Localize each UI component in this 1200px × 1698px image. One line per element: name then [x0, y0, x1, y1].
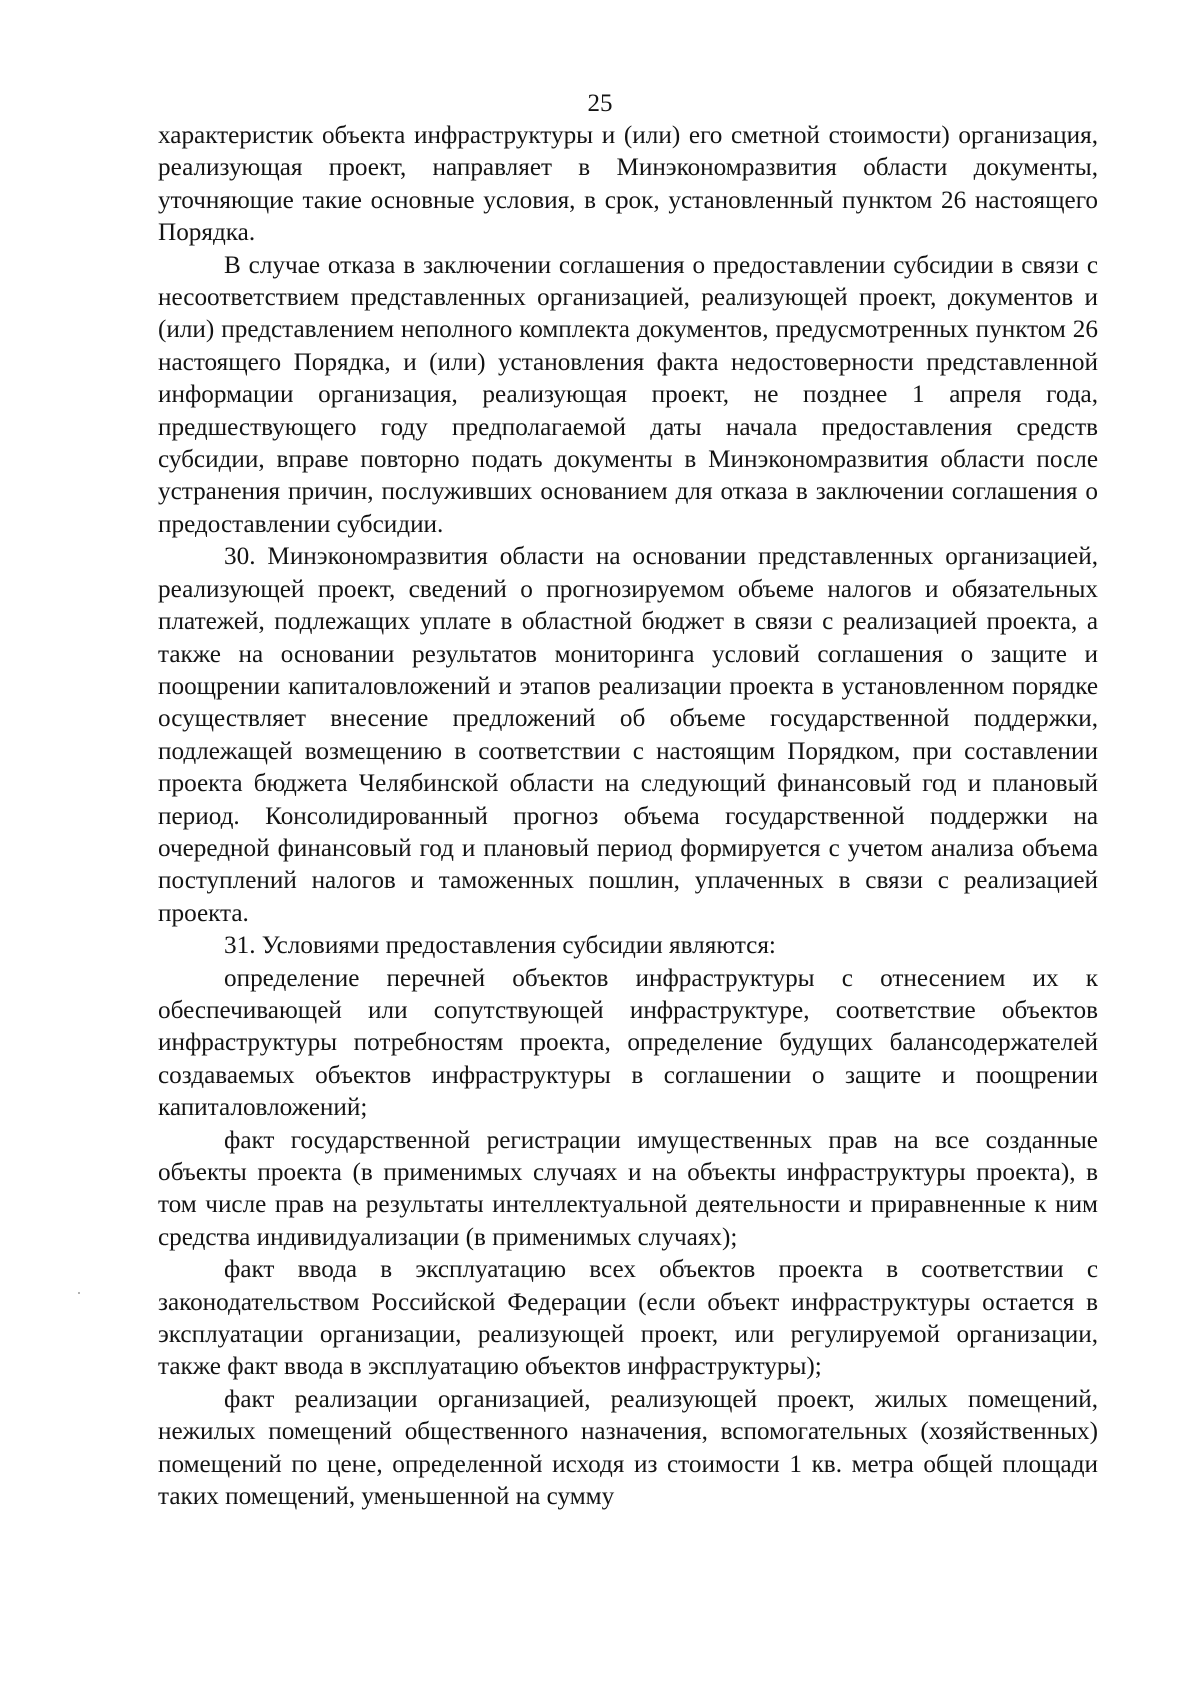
paragraph-item-31: 31. Условиями предоставления субсидии являются:	[224, 932, 776, 960]
paragraph-continuation: характеристик объекта инфраструктуры и (или) его сметной стоимости) организация, реализующая проект, направляет в Минэкономразвития области документы, уточняющие такие основные условия, в срок, установленный пунктом 26 настоящего Порядка.	[158, 122, 1098, 247]
paragraph-condition-sale: факт реализации организацией, реализующей проект, жилых помещений, нежилых помещений общественного назначения, вспомогательных (хозяйственных) помещений по цене, определенной исходя из стоимости 1 кв. метра общей площади таких помещений, уменьшенной на сумму	[158, 1385, 1098, 1511]
document-body	[158, 120, 1098, 1513]
paragraph-condition-registration: факт государственной регистрации имущественных прав на все созданные объекты проекта (в применимых случаях и на объекты инфраструктуры проекта), в том числе прав на результаты интеллектуальной деятельности и приравненные к ним средства индивидуализации (в применимых случаях);	[158, 1126, 1098, 1251]
paragraph-condition-commissioning: факт ввода в эксплуатацию всех объектов проекта в соответствии с законодательством Российской Федерации (если объект инфраструктуры остается в эксплуатации организации, реализующей проект, или регулируемой организации, также факт ввода в эксплуатацию объектов инфраструктуры);	[158, 1256, 1098, 1381]
page-number: 25	[587, 90, 613, 117]
scan-speck	[78, 1292, 80, 1294]
paragraph-item-30: 30. Минэкономразвития области на основании представленных организацией, реализующей проект, сведений о прогнозируемом объеме налогов и обязательных платежей, подлежащих уплате в областной бюджет в связи с реализацией проекта, а также на основании результатов мониторинга условий соглашения о защите и поощрении капиталовложений и этапов реализации проекта в установленном порядке осуществляет внесение предложений об объеме государственной поддержки, подлежащей возмещению в соответствии с настоящим Порядком, при составлении проекта бюджета Челябинской области на следующий финансовый год и плановый период. Консолидированный прогноз объема государственной поддержки на очередной финансовый год и плановый период формируется с учетом анализа объема поступлений налогов и таможенных пошлин, уплаченных в связи с реализацией проекта.	[158, 543, 1098, 927]
paragraph-refusal: В случае отказа в заключении соглашения о предоставлении субсидии в связи с несоответствием представленных организацией, реализующей проект, документов и (или) представлением неполного комплекта документов, предусмотренных пунктом 26 настоящего Порядка, и (или) установления факта недостоверности представленной информации организация, реализующая проект, не позднее 1 апреля года, предшествующего году предполагаемой даты начала предоставления средств субсидии, вправе повторно подать документы в Минэкономразвития области после устранения причин, послуживших основанием для отказа в заключении соглашения о предоставлении субсидии.	[158, 251, 1098, 538]
paragraph-condition-infrastructure: определение перечней объектов инфраструктуры с отнесением их к обеспечивающей или сопутствующей инфраструктуре, соответствие объектов инфраструктуры потребностям проекта, определение будущих балансодержателей создаваемых объектов инфраструктуры в соглашении о защите и поощрении капиталовложений;	[158, 964, 1098, 1122]
